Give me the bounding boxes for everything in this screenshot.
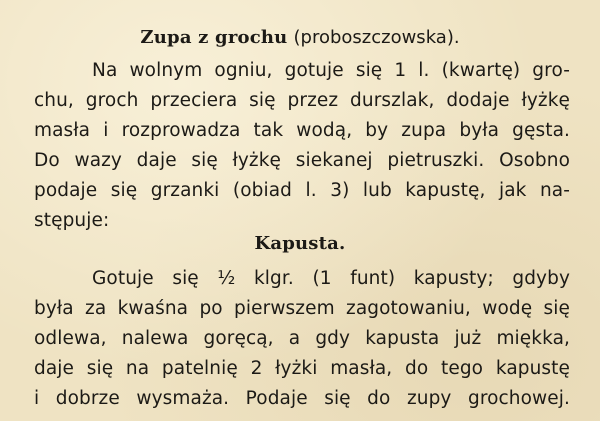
text-line: i dobrze wysmaża. Podaje się do zupy grochowej. — [34, 388, 570, 409]
text-line: była za kwaśna po pierwszem zagotowaniu, wodę się — [34, 298, 570, 319]
text-line: odlewa, nalewa goręcą, a gdy kapusta już miękka, — [34, 328, 570, 349]
recipe-heading-kapusta — [0, 228, 600, 258]
recipe-subtitle: (proboszczowska). — [293, 27, 460, 48]
bleed-through-text — [300, 4, 305, 24]
text-line: chu, groch przeciera się przez durszlak, dodaje łyżkę — [34, 90, 570, 111]
text-line: masła i rozprowadza tak wodą, by zupa była gęsta. — [34, 120, 570, 141]
text-line: stępuje: — [34, 210, 110, 231]
text-line: daje się na patelnię 2 łyżki masła, do tego kapustę — [34, 358, 570, 379]
text-line: Na wolnym ogniu, gotuje się 1 l. (kwartę) gro- — [92, 60, 570, 81]
recipe-title: Zupa z grochu — [140, 27, 288, 48]
recipe-title: Kapusta. — [254, 233, 346, 254]
recipe-heading-zupa — [0, 22, 600, 52]
text-line: Do wazy daje się łyżkę siekanej pietruszki. Osobno — [34, 150, 570, 171]
text-line: Gotuje się ½ klgr. (1 funt) kapusty; gdyby — [92, 268, 570, 289]
text-line: podaje się grzanki (obiad l. 3) lub kapustę, jak na- — [34, 180, 570, 201]
